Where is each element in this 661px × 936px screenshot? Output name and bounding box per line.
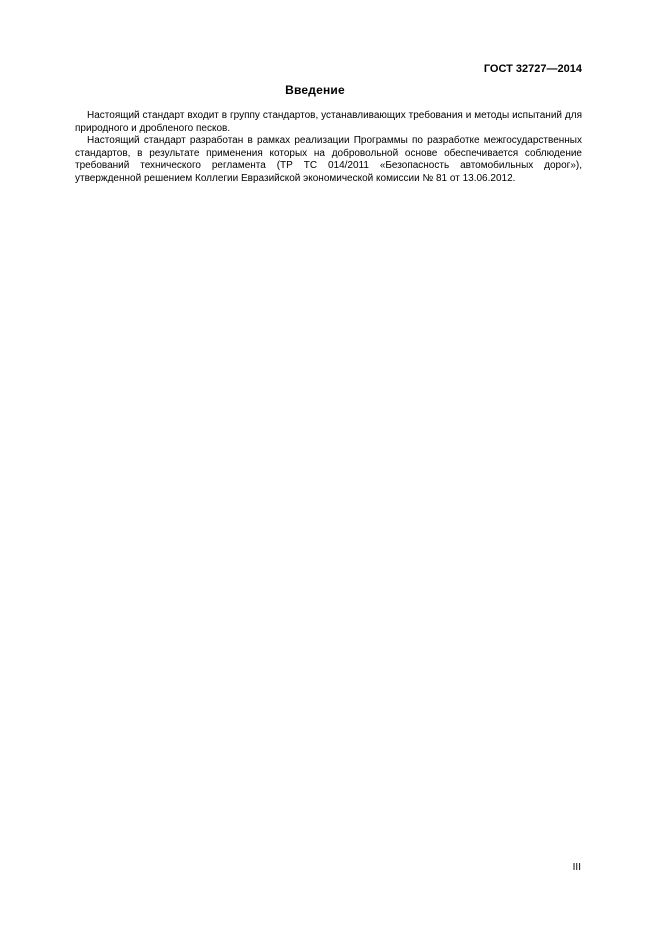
document-code: ГОСТ 32727—2014 bbox=[483, 63, 582, 75]
section-body bbox=[75, 110, 582, 186]
section-title: Введение bbox=[285, 83, 345, 97]
paragraph-development: Настоящий стандарт разработан в рамках реализации Программы по разработке межгосударственных стандартов, в результате применения которых на добровольной основе обеспечивается соблюдение требований технического регламента (ТР ТС 014/2011 «Безопасность автомобильных дорог»), утвержденной решением Коллегии Евразийской экономической комиссии № 81 от 13.06.2012. bbox=[75, 135, 582, 184]
paragraph-scope: Настоящий стандарт входит в группу стандартов, устанавливающих требования и методы испытаний для природного и дробленого песков. bbox=[75, 110, 582, 134]
page-number: III bbox=[572, 862, 581, 873]
